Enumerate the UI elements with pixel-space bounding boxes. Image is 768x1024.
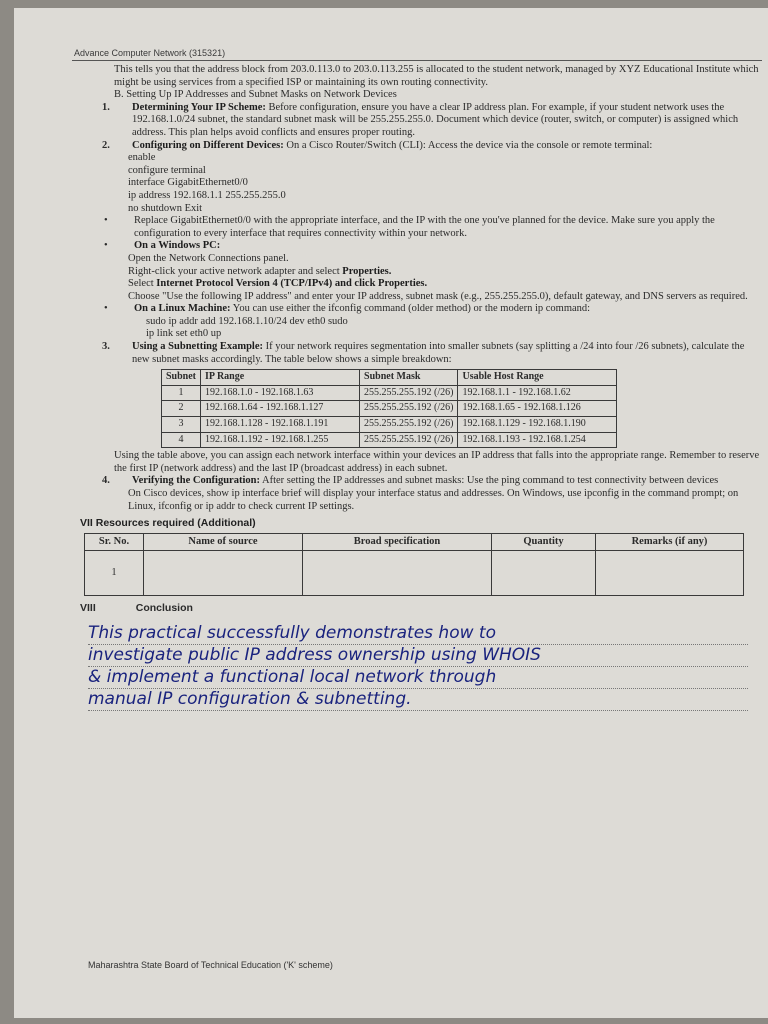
subnet-table: [161, 369, 617, 448]
resources-heading: VII Resources required (Additional): [80, 517, 256, 530]
bullet-replace-interface: • Replace GigabitEthernet0/0 with the appropriate interface, and the IP with the one you've planned for the device. Make sure you apply the configuration to every interface that requires connectivity within your network.: [74, 215, 762, 240]
table-cell: 255.255.255.192 (/26): [360, 401, 458, 417]
table-header-row: [85, 533, 744, 551]
bullet-windows: • On a Windows PC:: [74, 240, 762, 253]
section-number: VIII: [80, 602, 96, 615]
bullet-icon: •: [104, 215, 108, 227]
step-text: On a Cisco Router/Switch (CLI): Access the device via the console or remote terminal:: [283, 139, 653, 151]
table-cell: 3: [162, 417, 201, 433]
handwritten-line: manual IP configuration & subnetting.: [88, 689, 748, 711]
handwritten-line: This practical successfully demonstrates how to: [88, 623, 748, 645]
step-title: Verifying the Configuration:: [132, 475, 260, 487]
resources-table: [84, 533, 744, 597]
step-title: Determining Your IP Scheme:: [132, 101, 266, 113]
verify-text: On Cisco devices, show ip interface brief will display your interface status and addresses. On Windows, use ipconfig in the command prompt; on Linux, ifconfig or ip addr to check current IP settings.: [128, 488, 739, 512]
content: [74, 64, 762, 711]
step-2: [74, 140, 762, 153]
table-cell: 192.168.1.64 - 192.168.1.127: [201, 401, 360, 417]
handwritten-line: & implement a functional local network through: [88, 667, 748, 689]
column-header: Name of source: [144, 533, 303, 551]
cli-command: no shutdown Exit: [128, 202, 203, 214]
table-cell: 2: [162, 401, 201, 417]
step-4: [74, 475, 762, 488]
table-row: [162, 417, 617, 433]
table-cell: 255.255.255.192 (/26): [360, 417, 458, 433]
table-row: [162, 385, 617, 401]
column-header: Subnet: [162, 370, 201, 386]
column-header: Subnet Mask: [360, 370, 458, 386]
table-cell: [303, 551, 492, 596]
column-header: Remarks (if any): [596, 533, 744, 551]
bullet-linux: • On a Linux Machine: You can use either the ifconfig command (older method) or the modern ip command:: [74, 303, 762, 316]
table-cell: 192.168.1.0 - 192.168.1.63: [201, 385, 360, 401]
handwritten-conclusion: [74, 623, 762, 711]
table-cell: 192.168.1.193 - 192.168.1.254: [458, 432, 617, 448]
step-number: 4.: [102, 475, 110, 487]
windows-step: Right-click your active network adapter and select Properties.: [128, 265, 392, 277]
cli-command: interface GigabitEthernet0/0: [128, 177, 248, 189]
windows-step: Select Internet Protocol Version 4 (TCP/IPv4) and click Properties.: [128, 278, 428, 290]
section-b-heading: B. Setting Up IP Addresses and Subnet Masks on Network Devices: [114, 89, 397, 101]
table-cell: 1: [162, 385, 201, 401]
table-cell: 192.168.1.65 - 192.168.1.126: [458, 401, 617, 417]
column-header: Usable Host Range: [458, 370, 617, 386]
table-cell: 192.168.1.1 - 192.168.1.62: [458, 385, 617, 401]
conclusion-heading: [74, 602, 762, 615]
intro-paragraph: This tells you that the address block from 203.0.113.0 to 203.0.113.255 is allocated to the student network, managed by XYZ Educational Institute which might be using services from a specified ISP or maintaining its own routing connectivity.: [114, 64, 759, 88]
table-cell: 255.255.255.192 (/26): [360, 432, 458, 448]
table-cell: 192.168.1.129 - 192.168.1.190: [458, 417, 617, 433]
step-title: Configuring on Different Devices:: [132, 139, 284, 151]
column-header: Quantity: [492, 533, 596, 551]
linux-command: sudo ip addr add 192.168.1.10/24 dev eth0 sudo: [146, 315, 348, 327]
column-header: Sr. No.: [85, 533, 144, 551]
page-footer: Maharashtra State Board of Technical Education ('K' scheme): [88, 960, 333, 970]
table-row: [85, 551, 744, 596]
course-header: Advance Computer Network (315321): [74, 48, 226, 58]
table-cell: [596, 551, 744, 596]
windows-step: Choose "Use the following IP address" and enter your IP address, subnet mask (e.g., 255.255.255.0), default gateway, and DNS servers as required.: [128, 290, 748, 302]
step-text: If your network requires segmentation into smaller subnets (say splitting a /24 into four /26 subnets), calculate the new subnet masks accordingly. The table below shows a simple breakdown:: [132, 341, 745, 365]
column-header: Broad specification: [303, 533, 492, 551]
handwritten-line: investigate public IP address ownership using WHOIS: [88, 645, 748, 667]
section-label: Conclusion: [135, 602, 193, 615]
table-row: [162, 401, 617, 417]
step-title: Using a Subnetting Example:: [132, 341, 263, 353]
bullet-icon: •: [104, 240, 108, 252]
table-cell: 1: [85, 551, 144, 596]
step-number: 3.: [102, 341, 110, 353]
after-table-paragraph: Using the table above, you can assign each network interface within your devices an IP address that falls into the appropriate range. Remember to reserve the first IP (network address) and the last IP (broadcast address) in each subnet.: [114, 450, 760, 474]
column-header: IP Range: [201, 370, 360, 386]
windows-step: Open the Network Connections panel.: [128, 252, 289, 264]
table-header-row: [162, 370, 617, 386]
step-number: 2.: [102, 139, 110, 151]
table-cell: 4: [162, 432, 201, 448]
header-rule: [72, 60, 762, 61]
table-cell: [144, 551, 303, 596]
step-3: [74, 341, 762, 366]
step-number: 1.: [102, 101, 110, 113]
step-1: [74, 102, 762, 140]
step-text: After setting the IP addresses and subnet masks: Use the ping command to test connectivity between devices: [259, 475, 719, 487]
step-text: Before configuration, ensure you have a clear IP address plan. For example, if your student network uses the 192.168.1.0/24 subnet, the standard subnet mask will be 255.255.255.0. Document which device (router, switch, or computer) is assigned which address. This plan helps avoid conflicts and ensures proper routing.: [132, 101, 739, 138]
cli-command: ip address 192.168.1.1 255.255.255.0: [128, 189, 286, 201]
table-cell: [492, 551, 596, 596]
cli-command: configure terminal: [128, 164, 206, 176]
table-cell: 192.168.1.192 - 192.168.1.255: [201, 432, 360, 448]
table-cell: 192.168.1.128 - 192.168.1.191: [201, 417, 360, 433]
bullet-icon: •: [104, 303, 108, 315]
linux-command: ip link set eth0 up: [146, 328, 222, 340]
table-cell: 255.255.255.192 (/26): [360, 385, 458, 401]
cli-command: enable: [128, 152, 156, 164]
document-page: [14, 8, 768, 1018]
table-row: [162, 432, 617, 448]
